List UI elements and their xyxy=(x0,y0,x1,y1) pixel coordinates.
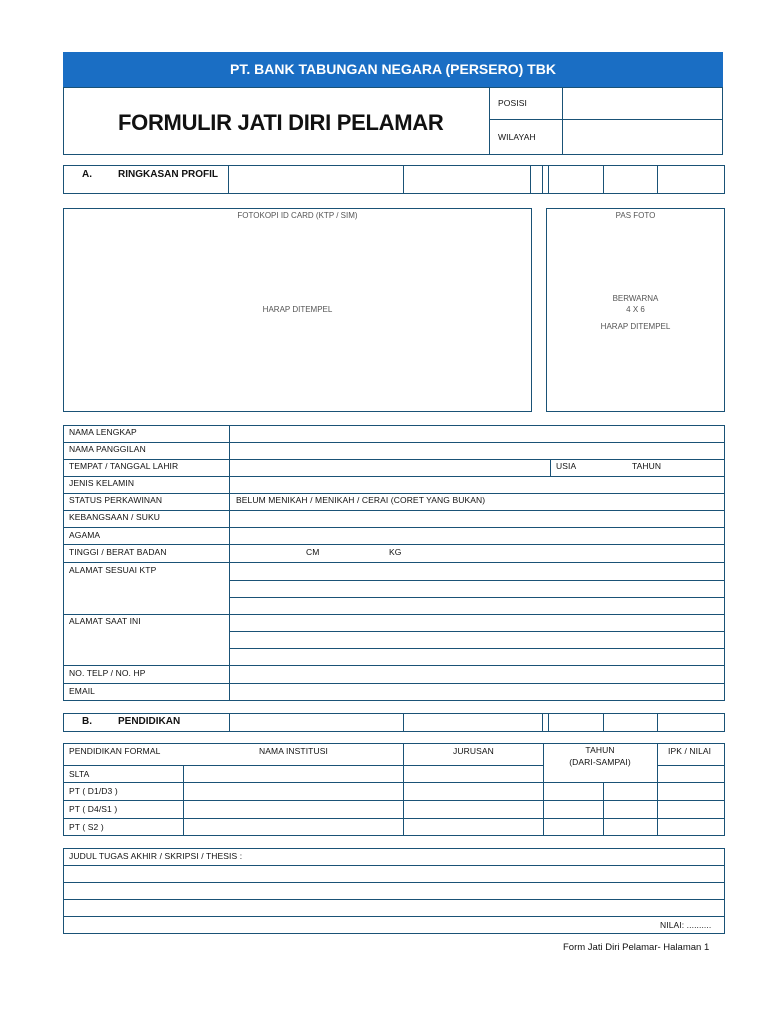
id-card-hint: HARAP DITEMPEL xyxy=(262,305,333,314)
section-b-title: PENDIDIKAN xyxy=(118,716,181,727)
wilayah-field[interactable] xyxy=(565,122,720,152)
slta-institusi-field[interactable] xyxy=(185,767,402,781)
jenis-kelamin-field[interactable] xyxy=(231,478,723,492)
label-tinggi: TINGGI / BERAT BADAN xyxy=(69,547,167,557)
alamat-ktp-field[interactable] xyxy=(231,564,723,613)
row-d4s1: PT ( D4/S1 ) xyxy=(69,804,118,814)
col-tahun: TAHUN xyxy=(585,745,615,755)
label-alamat-ini: ALAMAT SAAT INI xyxy=(69,616,141,626)
section-a-letter: A. xyxy=(82,169,92,180)
d1d3-institusi-field[interactable] xyxy=(185,784,402,799)
row-d1d3: PT ( D1/D3 ) xyxy=(69,786,118,796)
label-ttl: TEMPAT / TANGGAL LAHIR xyxy=(69,461,179,471)
agama-field[interactable] xyxy=(231,529,723,543)
thesis-label: JUDUL TUGAS AKHIR / SKRIPSI / THESIS : xyxy=(69,851,243,861)
label-email: EMAIL xyxy=(69,686,96,696)
telp-field[interactable] xyxy=(231,667,723,682)
label-tahun: TAHUN xyxy=(632,461,662,471)
row-slta: SLTA xyxy=(69,769,90,779)
col-ipk: IPK / NILAI xyxy=(668,746,712,756)
photo-size: 4 X 6 xyxy=(626,305,645,314)
photo-hint: HARAP DITEMPEL xyxy=(600,322,671,331)
posisi-field[interactable] xyxy=(565,90,720,117)
d4s1-institusi-field[interactable] xyxy=(185,802,402,817)
email-field[interactable] xyxy=(231,685,723,700)
alamat-ini-field[interactable] xyxy=(231,616,723,664)
ttl-field[interactable] xyxy=(231,461,549,475)
posisi-label: POSISI xyxy=(498,98,527,108)
nilai-label: NILAI: .......... xyxy=(660,920,712,930)
photo-label: PAS FOTO xyxy=(615,211,656,220)
thesis-field[interactable] xyxy=(65,867,723,915)
status-value: BELUM MENIKAH / MENIKAH / CERAI (CORET YANG BUKAN) xyxy=(236,495,486,505)
label-telp: NO. TELP / NO. HP xyxy=(69,668,146,678)
section-a-title: RINGKASAN PROFIL xyxy=(118,169,218,180)
photo-color: BERWARNA xyxy=(612,294,659,303)
label-status: STATUS PERKAWINAN xyxy=(69,495,163,505)
s2-institusi-field[interactable] xyxy=(185,820,402,835)
label-nama-lengkap: NAMA LENGKAP xyxy=(69,427,137,437)
row-s2: PT ( S2 ) xyxy=(69,822,104,832)
kebangsaan-field[interactable] xyxy=(231,512,723,526)
nama-lengkap-field[interactable] xyxy=(231,427,723,441)
form-title: FORMULIR JATI DIRI PELAMAR xyxy=(118,110,444,135)
label-jenis-kelamin: JENIS KELAMIN xyxy=(69,478,135,488)
page-footer: Form Jati Diri Pelamar- Halaman 1 xyxy=(563,942,710,953)
col-tahun-sub: (DARI-SAMPAI) xyxy=(569,757,631,767)
label-agama: AGAMA xyxy=(69,530,101,540)
section-b-letter: B. xyxy=(82,716,92,727)
nama-panggilan-field[interactable] xyxy=(231,444,723,458)
col-nama-institusi: NAMA INSTITUSI xyxy=(259,746,328,756)
id-card-label: FOTOKOPI ID CARD (KTP / SIM) xyxy=(237,211,358,220)
col-jurusan: JURUSAN xyxy=(453,746,494,756)
company-header: PT. BANK TABUNGAN NEGARA (PERSERO) TBK xyxy=(63,52,723,87)
wilayah-label: WILAYAH xyxy=(498,132,536,142)
label-alamat-ktp: ALAMAT SESUAI KTP xyxy=(69,565,157,575)
label-kebangsaan: KEBANGSAAN / SUKU xyxy=(69,512,160,522)
label-kg: KG xyxy=(389,547,402,557)
label-nama-panggilan: NAMA PANGGILAN xyxy=(69,444,146,454)
label-cm: CM xyxy=(306,547,320,557)
col-pendidikan-formal: PENDIDIKAN FORMAL xyxy=(69,746,161,756)
label-usia: USIA xyxy=(556,461,577,471)
